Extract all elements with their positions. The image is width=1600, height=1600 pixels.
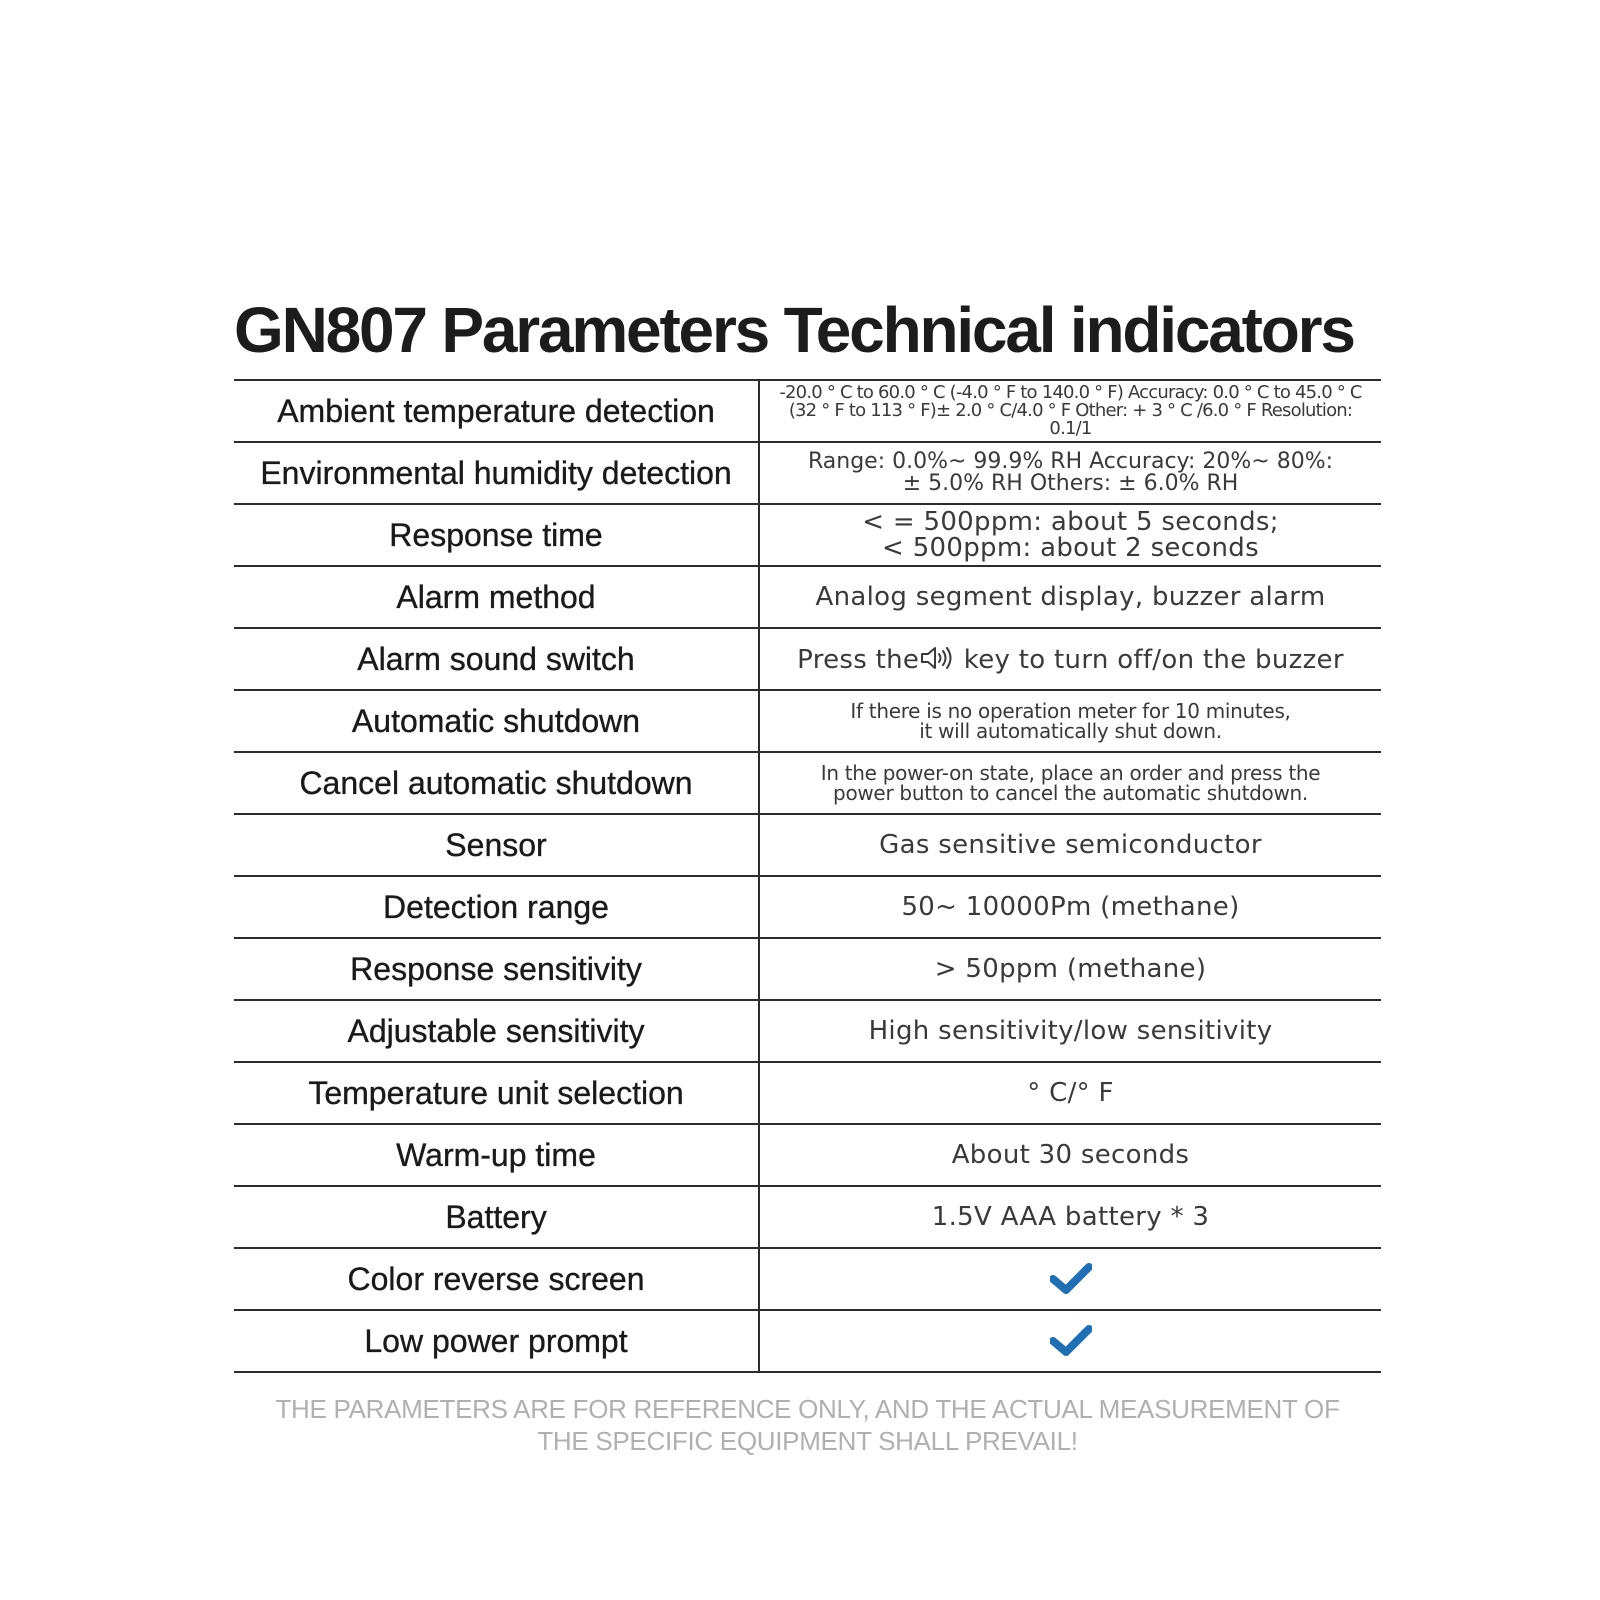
check-icon [1050,1262,1092,1296]
param-value: In the power-on state, place an order and press the power button to cancel the automatic shutdown. [759,752,1381,814]
table-row [234,566,1381,628]
param-label: Battery [234,1186,759,1248]
param-label: Automatic shutdown [234,690,759,752]
param-value: ° C/° F [759,1062,1381,1124]
param-label: Alarm sound switch [234,628,759,690]
param-label: Ambient temperature detection [234,380,759,442]
table-row [234,1186,1381,1248]
param-label: Sensor [234,814,759,876]
param-value: Gas sensitive semiconductor [759,814,1381,876]
param-value: High sensitivity/low sensitivity [759,1000,1381,1062]
disclaimer-line: THE PARAMETERS ARE FOR REFERENCE ONLY, AND THE ACTUAL MEASUREMENT OF [275,1394,1340,1424]
param-label: Adjustable sensitivity [234,1000,759,1062]
speaker-icon [919,645,955,671]
param-value: > 50ppm (methane) [759,938,1381,1000]
param-label: Low power prompt [234,1310,759,1372]
param-value: If there is no operation meter for 10 minutes, it will automatically shut down. [759,690,1381,752]
check-icon [1050,1324,1092,1358]
param-label: Color reverse screen [234,1248,759,1310]
param-label: Alarm method [234,566,759,628]
table-row [234,1248,1381,1310]
param-label: Environmental humidity detection [234,442,759,504]
param-value: Analog segment display, buzzer alarm [759,566,1381,628]
param-label: Detection range [234,876,759,938]
param-value: -20.0 ° C to 60.0 ° C (-4.0 ° F to 140.0 ° F) Accuracy: 0.0 ° C to 45.0 ° C (32 ° F to 113 ° F)± 2.0 ° C/4.0 ° F Other: + 3 ° C /6.0 ° F Resolution: 0.1/1 [759,380,1381,442]
disclaimer [234,1393,1381,1457]
param-value: 50~ 10000Pm (methane) [759,876,1381,938]
table-row [234,442,1381,504]
param-label: Warm-up time [234,1124,759,1186]
table-row [234,752,1381,814]
table-row [234,1062,1381,1124]
table-row [234,1000,1381,1062]
param-value: < = 500ppm: about 5 seconds; < 500ppm: about 2 seconds [759,504,1381,566]
value-text-before: Press the [797,645,920,675]
table-row [234,876,1381,938]
param-value: 1.5V AAA battery * 3 [759,1186,1381,1248]
table-row [234,1124,1381,1186]
param-label: Response time [234,504,759,566]
param-value: About 30 seconds [759,1124,1381,1186]
table-row [234,690,1381,752]
param-value: Range: 0.0%~ 99.9% RH Accuracy: 20%~ 80%: ± 5.0% RH Others: ± 6.0% RH [759,442,1381,504]
value-text-after: key to turn off/on the buzzer [955,645,1344,675]
param-value [759,628,1381,690]
table-row [234,380,1381,442]
table-row [234,1310,1381,1372]
table-row [234,938,1381,1000]
param-value [759,1310,1381,1372]
table-row [234,814,1381,876]
table-row [234,628,1381,690]
table-row [234,504,1381,566]
param-value [759,1248,1381,1310]
spec-table [234,379,1381,1373]
param-label: Cancel automatic shutdown [234,752,759,814]
page-title: GN807 Parameters Technical indicators [234,294,1354,366]
param-label: Temperature unit selection [234,1062,759,1124]
disclaimer-line: THE SPECIFIC EQUIPMENT SHALL PREVAIL! [537,1426,1078,1456]
param-label: Response sensitivity [234,938,759,1000]
